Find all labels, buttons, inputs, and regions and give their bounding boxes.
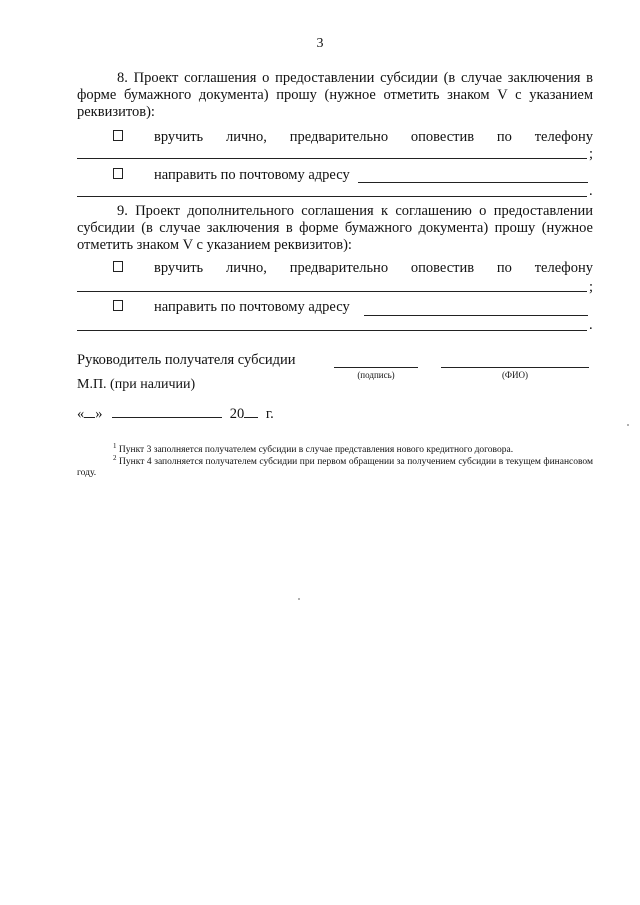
date-line: « » 20 г. — [77, 406, 274, 422]
section-9-option1-label: вручить лично, предварительно оповестив по телефону — [154, 260, 593, 276]
checkbox-icon[interactable] — [113, 130, 123, 141]
line-end-period: . — [589, 317, 593, 333]
section-9-option-hand-delivery[interactable] — [77, 259, 593, 279]
line-end-semicolon: ; — [589, 146, 594, 162]
scan-speck — [627, 424, 629, 426]
section-8-text: 8. Проект соглашения о предоставлении субсидии (в случае заключения в форме бумажного документа) прошу (нужное отметить знаком V с указанием реквизитов): — [77, 70, 593, 120]
month-fill[interactable] — [112, 405, 222, 418]
section-8-option1-label: вручить лично, предварительно оповестив по телефону — [154, 129, 593, 145]
signature-line[interactable] — [334, 367, 418, 368]
section-9-text: 9. Проект дополнительного соглашения к соглашению о предоставлении субсидии (в случае заключения в форме бумажного документа) прошу (нужное отметить знаком V с указанием реквизитов): — [77, 203, 593, 253]
scan-speck — [298, 598, 300, 600]
footnote-1: $^1$ Пункт 3 заполняется получателем субсидии в случае представления нового кредитного договора. — [113, 442, 514, 456]
section-8-option-hand-delivery[interactable] — [77, 128, 593, 148]
day-fill[interactable] — [84, 405, 95, 418]
address-fill-line[interactable] — [358, 182, 588, 183]
section-9-option2-label: направить по почтовому адресу — [154, 299, 350, 315]
signatory-label: Руководитель получателя субсидии — [77, 352, 296, 368]
line-end-semicolon: ; — [589, 279, 594, 295]
checkbox-icon[interactable] — [113, 168, 123, 179]
section-8-option-post[interactable] — [77, 166, 593, 186]
section-8-option2-label: направить по почтовому адресу — [154, 167, 350, 183]
line-end-period: . — [589, 183, 593, 199]
checkbox-icon[interactable] — [113, 261, 123, 272]
footnote-2: $^2$ Пункт 4 заполняется получателем субсидии при первом обращении за получением субсидии в текущем финансовом году. — [77, 454, 594, 479]
full-name-caption: (ФИО) — [501, 370, 529, 380]
year-fill[interactable] — [244, 405, 258, 418]
phone-fill-line[interactable] — [77, 158, 587, 159]
address-fill-line[interactable] — [364, 315, 588, 316]
address-fill-line-2[interactable] — [77, 330, 587, 331]
signature-caption: (подпись) — [357, 370, 395, 380]
address-fill-line-2[interactable] — [77, 196, 587, 197]
full-name-line[interactable] — [441, 367, 589, 368]
page-number: 3 — [316, 36, 324, 51]
checkbox-icon[interactable] — [113, 300, 123, 311]
stamp-label: М.П. (при наличии) — [77, 377, 196, 392]
phone-fill-line[interactable] — [77, 291, 587, 292]
